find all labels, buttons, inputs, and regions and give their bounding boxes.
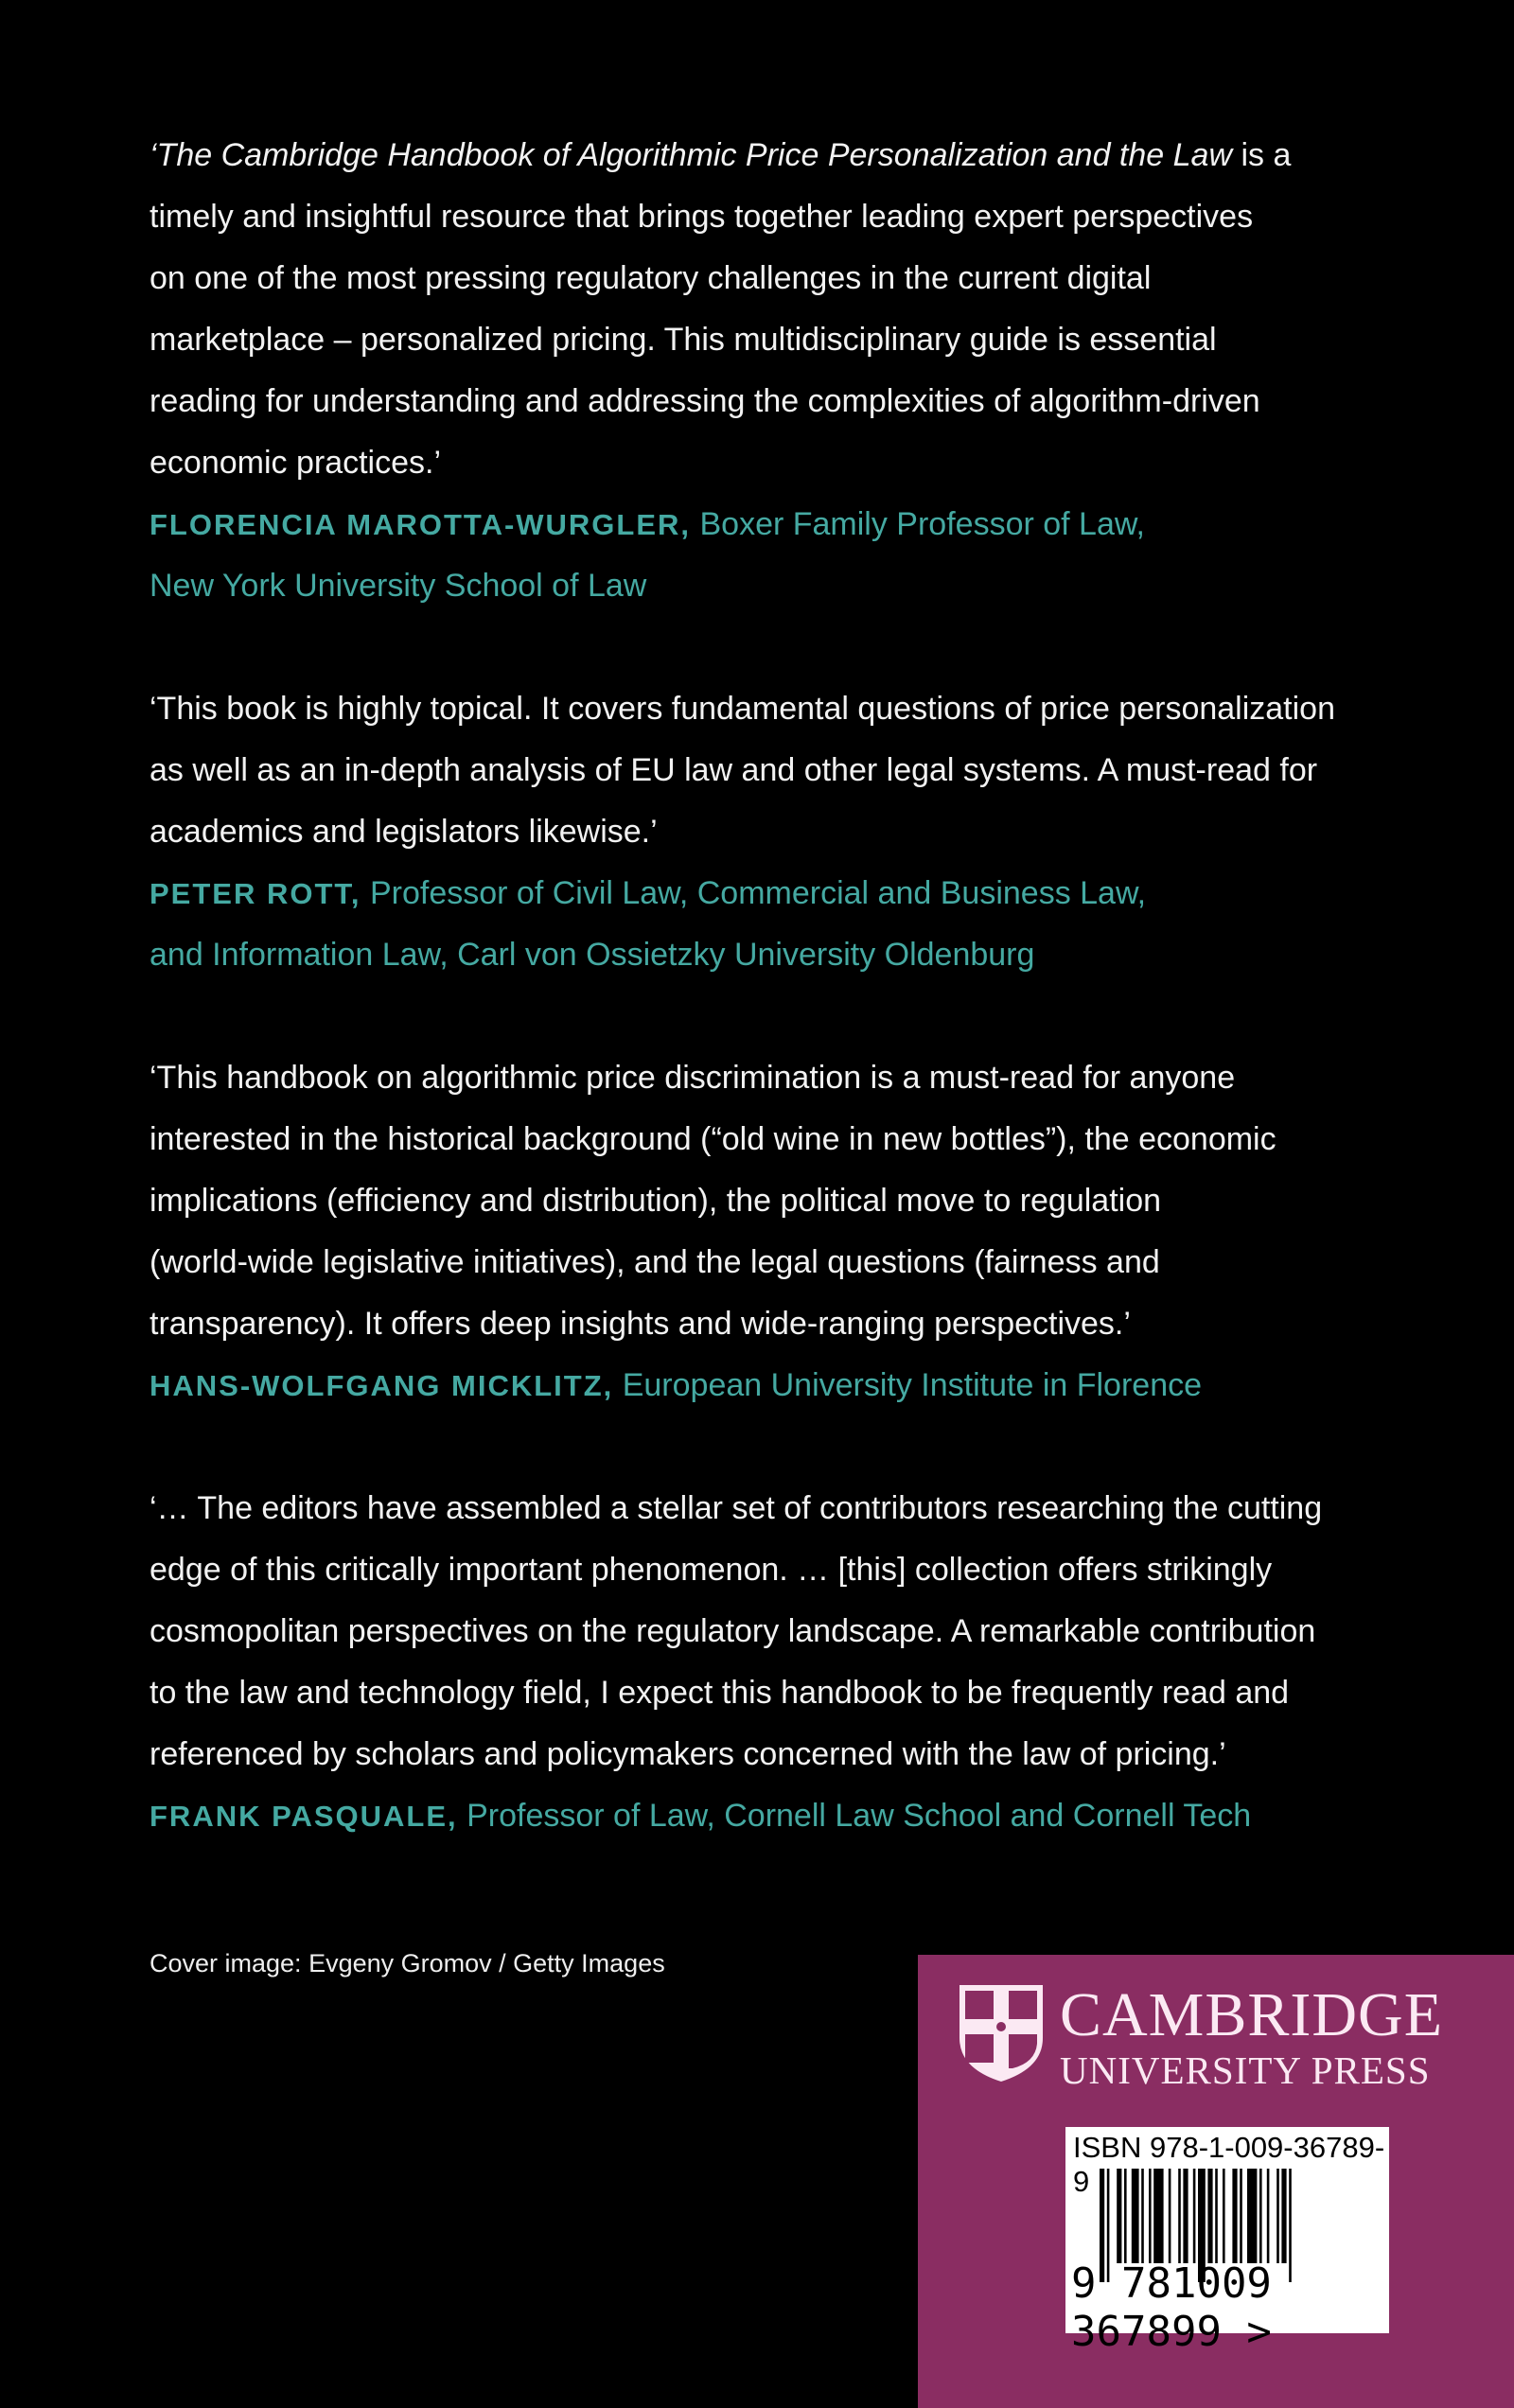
barcode-bar [1117,2169,1121,2263]
barcode-box [1065,2127,1389,2356]
quote-line: academics and legislators likewise.’ [150,814,658,850]
quote-line: (world-wide legislative initiatives), and the legal questions (fairness and [150,1244,1160,1280]
quote-3 [150,1047,1474,1416]
barcode-bar [1141,2169,1144,2263]
attribution [150,494,1474,555]
cover-credit: Cover image: Evgeny Gromov / Getty Images [150,1949,665,1977]
barcode-bar [1153,2169,1163,2263]
barcode-bar [1276,2169,1279,2263]
barcode-bar [1232,2169,1237,2263]
quote-line: cosmopolitan perspectives on the regulatory landscape. A remarkable contribution [150,1613,1316,1649]
endorser-affiliation: Professor of Civil Law, Commercial and Business Law, [361,875,1147,911]
attribution [150,863,1474,924]
quote-line: ‘This book is highly topical. It covers fundamental questions of price personalization [150,691,1336,727]
barcode-bar [1193,2169,1196,2263]
endorsements [150,125,1474,1847]
cambridge-shield-icon [956,1981,1047,2085]
endorser-name: FRANK PASQUALE, [150,1800,458,1833]
quote-line: on one of the most pressing regulatory challenges in the current digital [150,260,1152,296]
endorser-affiliation: Boxer Family Professor of Law, [691,506,1145,542]
quote-line: ‘This handbook on algorithmic price discrimination is a must-read for anyone [150,1060,1236,1096]
book-title: ‘The Cambridge Handbook of Algorithmic Price Personalization and the Law [150,137,1233,173]
quote-line: interested in the historical background (“old wine in new bottles”), the economic [150,1121,1276,1157]
quote-line: edge of this critically important phenomenon. … [this] collection offers strikingly [150,1552,1273,1588]
endorser-affiliation: and Information Law, Carl von Ossietzky University Oldenburg [150,937,1035,973]
barcode-bar [1207,2169,1212,2263]
quote-line: implications (efficiency and distribution), the political move to regulation [150,1183,1162,1219]
quote-line: economic practices.’ [150,445,442,481]
barcode-bar [1281,2169,1286,2263]
publisher-panel [918,1955,1514,2408]
publisher-name: CAMBRIDGE [1060,1980,1444,2049]
endorser-affiliation: Professor of Law, Cornell Law School and Cornell Tech [457,1798,1252,1834]
quote-4 [150,1478,1474,1847]
isbn-label: ISBN 978-1-009-36789-9 [1073,2131,1385,2198]
attribution [150,1355,1474,1416]
quote-1 [150,125,1474,617]
quote-line: marketplace – personalized pricing. This multidisciplinary guide is essential [150,322,1217,358]
barcode-bar [1183,2169,1188,2263]
barcode-bar [1240,2169,1242,2263]
endorser-affiliation: European University Institute in Florence [613,1367,1203,1403]
quote-line: timely and insightful resource that brings together leading expert perspectives [150,199,1254,235]
attribution [150,1785,1474,1847]
endorser-name: HANS-WOLFGANG MICKLITZ, [150,1369,614,1402]
endorser-name: PETER ROTT, [150,877,361,910]
barcode-bar [1267,2169,1270,2263]
quote-2 [150,678,1474,986]
quote-line: referenced by scholars and policymakers concerned with the law of pricing.’ [150,1736,1226,1772]
quote-line: transparency). It offers deep insights and wide-ranging perspectives.’ [150,1306,1131,1342]
barcode-number: 9 781009 367899 > [1071,2259,1272,2356]
quote-line [150,125,1474,186]
publisher-subtitle: UNIVERSITY PRESS [1060,2048,1431,2092]
barcode-bar [1124,2169,1127,2263]
endorser-affiliation: New York University School of Law [150,568,647,604]
quote-line: as well as an in-depth analysis of EU law and other legal systems. A must-read for [150,752,1318,788]
barcode-bar [1223,2169,1225,2263]
barcode-bar [1247,2169,1257,2263]
quote-line: reading for understanding and addressing the complexities of algorithm-driven [150,383,1260,419]
endorser-name: FLORENCIA MAROTTA-WURGLER, [150,508,692,541]
barcode-bar [1132,2169,1139,2263]
quote-text: is a [1232,137,1292,173]
barcode-bar [1149,2169,1152,2263]
barcode-bar [1215,2169,1218,2263]
barcode-bar [1259,2169,1262,2263]
barcode-bar [1169,2169,1171,2263]
quote-line: to the law and technology field, I expect this handbook to be frequently read and [150,1675,1290,1711]
quote-line: ‘… The editors have assembled a stellar set of contributors researching the cutting [150,1490,1323,1526]
barcode-bar [1178,2169,1181,2263]
